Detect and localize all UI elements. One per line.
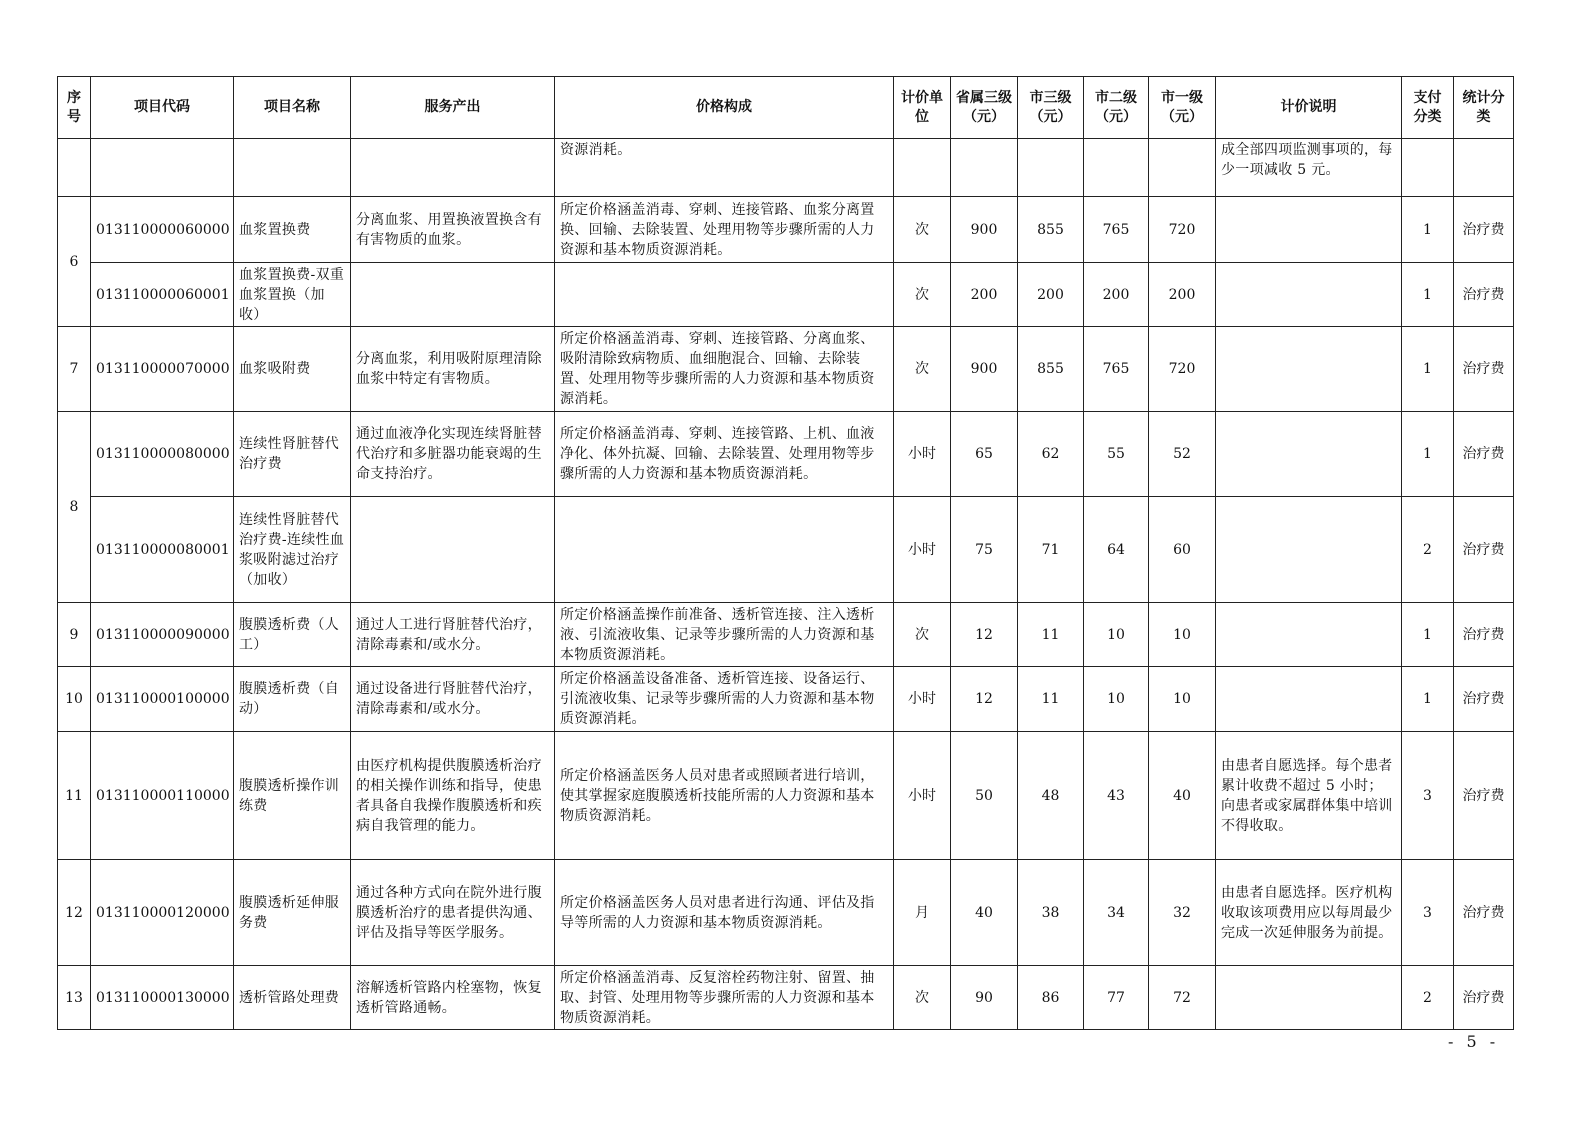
cell-code: 013110000060000 xyxy=(91,197,234,263)
cell-prov: 75 xyxy=(951,497,1018,603)
cell-composition: 资源消耗。 xyxy=(555,139,894,197)
cell-pay: 1 xyxy=(1402,263,1454,327)
cell-seq: 6 xyxy=(58,197,91,327)
cell-unit: 小时 xyxy=(894,412,951,497)
cell-seq: 12 xyxy=(58,860,91,966)
cell-city3: 71 xyxy=(1018,497,1084,603)
cell-output xyxy=(351,497,555,603)
cell-seq: 11 xyxy=(58,732,91,860)
cell-city3: 11 xyxy=(1018,667,1084,732)
cell-pay: 1 xyxy=(1402,603,1454,667)
cell-city1: 200 xyxy=(1149,263,1216,327)
cell-unit: 次 xyxy=(894,966,951,1030)
cell-prov: 12 xyxy=(951,667,1018,732)
cell-prov: 90 xyxy=(951,966,1018,1030)
cell-city3 xyxy=(1018,139,1084,197)
cell-composition xyxy=(555,497,894,603)
cell-city1: 72 xyxy=(1149,966,1216,1030)
cell-stat: 治疗费 xyxy=(1454,197,1514,263)
cell-composition: 所定价格涵盖消毒、穿刺、连接管路、上机、血液净化、体外抗凝、回输、去除装置、处理用物等步骤所需的人力资源和基本物质资源消耗。 xyxy=(555,412,894,497)
cell-name xyxy=(234,139,351,197)
cell-city3: 11 xyxy=(1018,603,1084,667)
cell-note xyxy=(1216,603,1402,667)
cell-note: 由患者自愿选择。医疗机构收取该项费用应以每周最少完成一次延伸服务为前提。 xyxy=(1216,860,1402,966)
cell-seq: 8 xyxy=(58,412,91,603)
cell-note xyxy=(1216,263,1402,327)
cell-prov xyxy=(951,139,1018,197)
cell-city2: 10 xyxy=(1084,603,1149,667)
cell-output: 通过血液净化实现连续肾脏替代治疗和多脏器功能衰竭的生命支持治疗。 xyxy=(351,412,555,497)
cell-unit: 次 xyxy=(894,263,951,327)
cell-name: 血浆吸附费 xyxy=(234,327,351,412)
cell-code: 013110000130000 xyxy=(91,966,234,1030)
table-row xyxy=(58,327,1514,412)
cell-seq xyxy=(58,139,91,197)
cell-pay: 2 xyxy=(1402,497,1454,603)
table-row xyxy=(58,263,1514,327)
cell-unit xyxy=(894,139,951,197)
cell-unit: 次 xyxy=(894,327,951,412)
cell-prov: 200 xyxy=(951,263,1018,327)
cell-code: 013110000060001 xyxy=(91,263,234,327)
cell-stat: 治疗费 xyxy=(1454,603,1514,667)
cell-unit: 小时 xyxy=(894,667,951,732)
cell-note: 成全部四项监测事项的，每少一项减收 5 元。 xyxy=(1216,139,1402,197)
cell-stat: 治疗费 xyxy=(1454,860,1514,966)
cell-composition xyxy=(555,263,894,327)
table-row xyxy=(58,860,1514,966)
table-row xyxy=(58,966,1514,1030)
table-row xyxy=(58,667,1514,732)
cell-city1: 32 xyxy=(1149,860,1216,966)
cell-unit: 小时 xyxy=(894,732,951,860)
cell-stat: 治疗费 xyxy=(1454,497,1514,603)
cell-city2: 34 xyxy=(1084,860,1149,966)
cell-city2: 64 xyxy=(1084,497,1149,603)
table-row xyxy=(58,603,1514,667)
cell-prov: 900 xyxy=(951,197,1018,263)
cell-city2: 77 xyxy=(1084,966,1149,1030)
col-header-pay: 支付分类 xyxy=(1402,77,1454,139)
cell-stat: 治疗费 xyxy=(1454,327,1514,412)
cell-output: 通过各种方式向在院外进行腹膜透析治疗的患者提供沟通、评估及指导等医学服务。 xyxy=(351,860,555,966)
cell-prov: 65 xyxy=(951,412,1018,497)
cell-composition: 所定价格涵盖设备准备、透析管连接、设备运行、引流液收集、记录等步骤所需的人力资源和基本物质资源消耗。 xyxy=(555,667,894,732)
cell-note: 由患者自愿选择。每个患者累计收费不超过 5 小时；向患者或家属群体集中培训不得收取。 xyxy=(1216,732,1402,860)
cell-stat: 治疗费 xyxy=(1454,966,1514,1030)
cell-pay: 1 xyxy=(1402,667,1454,732)
col-header-code: 项目代码 xyxy=(91,77,234,139)
cell-city3: 855 xyxy=(1018,197,1084,263)
cell-city3: 48 xyxy=(1018,732,1084,860)
cell-note xyxy=(1216,966,1402,1030)
cell-composition: 所定价格涵盖消毒、反复溶栓药物注射、留置、抽取、封管、处理用物等步骤所需的人力资源和基本物质资源消耗。 xyxy=(555,966,894,1030)
col-header-name: 项目名称 xyxy=(234,77,351,139)
cell-output: 由医疗机构提供腹膜透析治疗的相关操作训练和指导，使患者具备自我操作腹膜透析和疾病自我管理的能力。 xyxy=(351,732,555,860)
col-header-city1: 市一级（元） xyxy=(1149,77,1216,139)
table-header-row xyxy=(58,77,1514,139)
cell-city1: 52 xyxy=(1149,412,1216,497)
col-header-note: 计价说明 xyxy=(1216,77,1402,139)
cell-unit: 月 xyxy=(894,860,951,966)
price-table xyxy=(57,76,1514,1030)
col-header-output: 服务产出 xyxy=(351,77,555,139)
col-header-prov: 省属三级（元） xyxy=(951,77,1018,139)
table-row xyxy=(58,197,1514,263)
col-header-unit: 计价单位 xyxy=(894,77,951,139)
cell-city3: 86 xyxy=(1018,966,1084,1030)
cell-city2: 55 xyxy=(1084,412,1149,497)
col-header-city2: 市二级（元） xyxy=(1084,77,1149,139)
table-row xyxy=(58,732,1514,860)
cell-seq: 13 xyxy=(58,966,91,1030)
cell-seq: 7 xyxy=(58,327,91,412)
cell-note xyxy=(1216,327,1402,412)
cell-unit: 次 xyxy=(894,197,951,263)
cell-name: 连续性肾脏替代治疗费-连续性血浆吸附滤过治疗（加收） xyxy=(234,497,351,603)
cell-city1: 10 xyxy=(1149,603,1216,667)
cell-name: 连续性肾脏替代治疗费 xyxy=(234,412,351,497)
cell-name: 腹膜透析费（自动） xyxy=(234,667,351,732)
cell-name: 腹膜透析费（人工） xyxy=(234,603,351,667)
cell-unit: 次 xyxy=(894,603,951,667)
cell-city1: 720 xyxy=(1149,197,1216,263)
cell-output: 通过设备进行肾脏替代治疗，清除毒素和/或水分。 xyxy=(351,667,555,732)
cell-stat: 治疗费 xyxy=(1454,667,1514,732)
cell-name: 腹膜透析操作训练费 xyxy=(234,732,351,860)
col-header-stat: 统计分类 xyxy=(1454,77,1514,139)
cell-seq: 10 xyxy=(58,667,91,732)
cell-note xyxy=(1216,197,1402,263)
cell-stat xyxy=(1454,139,1514,197)
cell-name: 血浆置换费 xyxy=(234,197,351,263)
cell-code: 013110000070000 xyxy=(91,327,234,412)
cell-prov: 900 xyxy=(951,327,1018,412)
cell-note xyxy=(1216,667,1402,732)
cell-pay: 1 xyxy=(1402,412,1454,497)
cell-code: 013110000120000 xyxy=(91,860,234,966)
cell-code: 013110000110000 xyxy=(91,732,234,860)
cell-city2: 43 xyxy=(1084,732,1149,860)
cell-seq: 9 xyxy=(58,603,91,667)
cell-city1 xyxy=(1149,139,1216,197)
cell-prov: 12 xyxy=(951,603,1018,667)
cell-code xyxy=(91,139,234,197)
col-header-city3: 市三级（元） xyxy=(1018,77,1084,139)
cell-pay: 2 xyxy=(1402,966,1454,1030)
cell-composition: 所定价格涵盖消毒、穿刺、连接管路、分离血浆、吸附清除致病物质、血细胞混合、回输、去除装置、处理用物等步骤所需的人力资源和基本物质资源消耗。 xyxy=(555,327,894,412)
cell-code: 013110000090000 xyxy=(91,603,234,667)
cell-note xyxy=(1216,412,1402,497)
cell-stat: 治疗费 xyxy=(1454,412,1514,497)
cell-output: 通过人工进行肾脏替代治疗，清除毒素和/或水分。 xyxy=(351,603,555,667)
cell-code: 013110000080000 xyxy=(91,412,234,497)
col-header-composition: 价格构成 xyxy=(555,77,894,139)
table-row-continuation xyxy=(58,139,1514,197)
page-number: - 5 - xyxy=(1448,1032,1500,1051)
cell-name: 腹膜透析延伸服务费 xyxy=(234,860,351,966)
table-row xyxy=(58,497,1514,603)
cell-city3: 62 xyxy=(1018,412,1084,497)
cell-city1: 720 xyxy=(1149,327,1216,412)
cell-composition: 所定价格涵盖医务人员对患者或照顾者进行培训，使其掌握家庭腹膜透析技能所需的人力资源和基本物质资源消耗。 xyxy=(555,732,894,860)
cell-prov: 40 xyxy=(951,860,1018,966)
cell-city3: 200 xyxy=(1018,263,1084,327)
cell-city1: 40 xyxy=(1149,732,1216,860)
cell-city2: 765 xyxy=(1084,327,1149,412)
cell-city2: 10 xyxy=(1084,667,1149,732)
cell-composition: 所定价格涵盖消毒、穿刺、连接管路、血浆分离置换、回输、去除装置、处理用物等步骤所需的人力资源和基本物质资源消耗。 xyxy=(555,197,894,263)
cell-output: 溶解透析管路内栓塞物，恢复透析管路通畅。 xyxy=(351,966,555,1030)
col-header-seq: 序号 xyxy=(58,77,91,139)
cell-pay: 1 xyxy=(1402,327,1454,412)
cell-name: 透析管路处理费 xyxy=(234,966,351,1030)
cell-unit: 小时 xyxy=(894,497,951,603)
cell-stat: 治疗费 xyxy=(1454,732,1514,860)
cell-output xyxy=(351,139,555,197)
cell-city2: 200 xyxy=(1084,263,1149,327)
cell-pay: 3 xyxy=(1402,860,1454,966)
cell-composition: 所定价格涵盖医务人员对患者进行沟通、评估及指导等所需的人力资源和基本物质资源消耗。 xyxy=(555,860,894,966)
cell-city1: 60 xyxy=(1149,497,1216,603)
cell-name: 血浆置换费-双重血浆置换（加收） xyxy=(234,263,351,327)
cell-city2 xyxy=(1084,139,1149,197)
table-row xyxy=(58,412,1514,497)
cell-city1: 10 xyxy=(1149,667,1216,732)
cell-city3: 855 xyxy=(1018,327,1084,412)
cell-prov: 50 xyxy=(951,732,1018,860)
cell-stat: 治疗费 xyxy=(1454,263,1514,327)
cell-city3: 38 xyxy=(1018,860,1084,966)
cell-city2: 765 xyxy=(1084,197,1149,263)
cell-code: 013110000100000 xyxy=(91,667,234,732)
cell-pay: 3 xyxy=(1402,732,1454,860)
cell-composition: 所定价格涵盖操作前准备、透析管连接、注入透析液、引流液收集、记录等步骤所需的人力资源和基本物质资源消耗。 xyxy=(555,603,894,667)
cell-output xyxy=(351,263,555,327)
cell-note xyxy=(1216,497,1402,603)
cell-code: 013110000080001 xyxy=(91,497,234,603)
cell-pay xyxy=(1402,139,1454,197)
cell-output: 分离血浆，利用吸附原理清除血浆中特定有害物质。 xyxy=(351,327,555,412)
cell-output: 分离血浆、用置换液置换含有有害物质的血浆。 xyxy=(351,197,555,263)
cell-pay: 1 xyxy=(1402,197,1454,263)
